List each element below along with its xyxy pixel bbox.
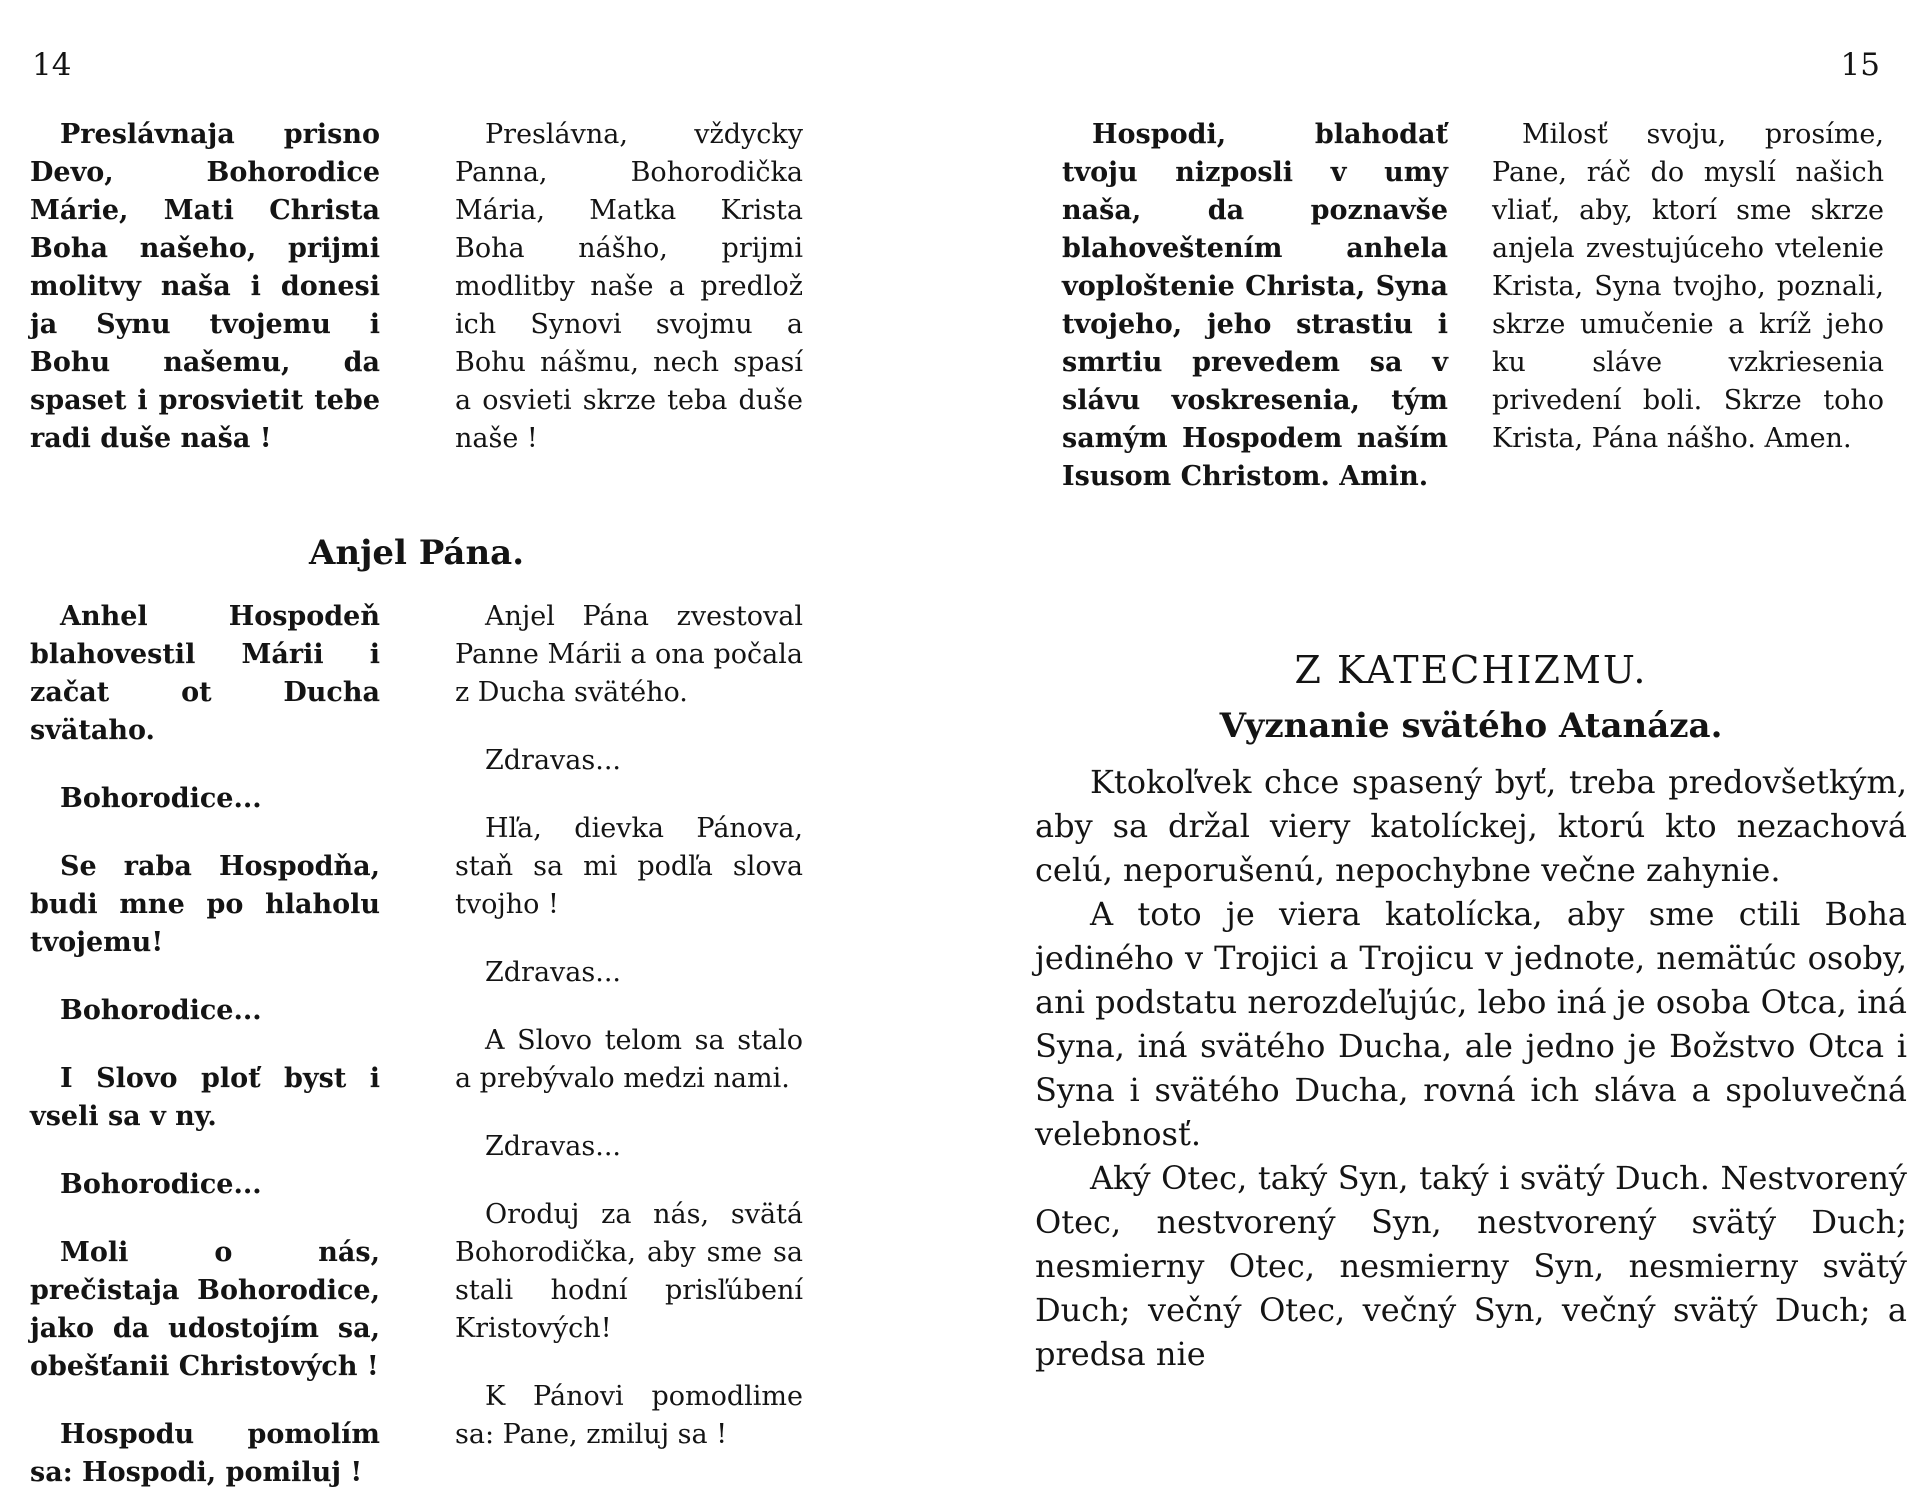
angelus-verse-slavonic: Se raba Hospodňa, budi mne po hlaholu tvojemu!: [30, 851, 380, 958]
intro-prayer-slovak: Preslávna, vždycky Panna, Bohorodička Mária, Matka Krista Boha nášho, prijmi modlitby naše a predlož ich Synovi svojmu a Bohu nášmu, nech spasí a osvieti skrze teba duše naše !: [455, 119, 803, 454]
angelus-slovak-column: [455, 598, 803, 1454]
intro-prayer-slovak-column: [455, 116, 803, 458]
angelus-verse-slavonic: Bohorodice...: [60, 1169, 262, 1200]
angelus-verse-slavonic: I Slovo ploť byst i vseli sa v ny.: [30, 1063, 380, 1132]
angelus-verse-slovak: K Pánovi pomodlime sa: Pane, zmiluj sa !: [455, 1381, 803, 1450]
angelus-verse-slovak: Oroduj za nás, svätá Bohorodička, aby sme sa stali hodní prisľúbení Kristových!: [455, 1199, 803, 1344]
angelus-verse-slovak: A Slovo telom sa stalo a prebývalo medzi nami.: [455, 1025, 803, 1094]
athanasian-creed-subheading: Vyznanie svätého Atanáza.: [1219, 706, 1723, 746]
collect-prayer-slovak: Milosť svoju, prosíme, Pane, ráč do myslí našich vliať, aby, ktorí sme skrze anjela zvestujúceho vtelenie Krista, Syna tvojho, poznali, skrze umučenie a kríž jeho ku sláve vzkriesenia privedení boli. Skrze toho Krista, Pána nášho. Amen.: [1492, 119, 1884, 454]
catechism-body: [1035, 760, 1907, 1376]
angelus-verse-slovak: Hľa, dievka Pánova, staň sa mi podľa slova tvojho !: [455, 813, 803, 920]
angelus-verse-slavonic: Bohorodice...: [60, 995, 262, 1026]
collect-prayer-slavonic: Hospodi, blahodať tvoju nizposli v umy naša, da poznavše blahoveštením anhela voploštenie Christa, Syna tvojeho, jeho strastiu i smrtiu prevedem sa v slávu voskresenia, tým samým Hospodem naším Isusom Christom. Amin.: [1062, 119, 1448, 492]
page-number-right: 15: [1840, 47, 1880, 83]
angelus-verse-slavonic: Moli o nás, prečistaja Bohorodice, jako da udostojím sa, obešťanii Christových !: [30, 1237, 380, 1382]
angelus-verse-slovak: Zdravas...: [485, 745, 622, 776]
angelus-verse-slovak: Zdravas...: [485, 957, 622, 988]
angelus-verse-slovak: Zdravas...: [485, 1131, 622, 1162]
angelus-verse-slavonic: Bohorodice...: [60, 783, 262, 814]
intro-prayer-slavonic-column: [30, 116, 380, 458]
catechism-section-heading: Z KATECHIZMU.: [1294, 648, 1648, 692]
angelus-verse-slovak: Anjel Pána zvestoval Panne Márii a ona počala z Ducha svätého.: [455, 601, 803, 708]
collect-prayer-slavonic-column: [1062, 116, 1448, 496]
catechism-paragraph: A toto je viera katolícka, aby sme ctili Boha jediného v Trojici a Trojicu v jednote, nemätúc osoby, ani podstatu nerozdeľujúc, lebo iná je osoba Otca, iná Syna, iná svätého Ducha, ale jedno je Božstvo Otca i Syna i svätého Ducha, rovná ich sláva a spoluvečná velebnosť.: [1035, 895, 1907, 1153]
angelus-verse-slavonic: Anhel Hospodeň blahovestil Márii i začat ot Ducha svätaho.: [30, 601, 380, 746]
page-number-left: 14: [32, 47, 72, 83]
angelus-slavonic-column: [30, 598, 380, 1492]
catechism-paragraph: Aký Otec, taký Syn, taký i svätý Duch. Nestvorený Otec, nestvorený Syn, nestvorený svätý Duch; nesmierny Otec, nesmierny Syn, nesmierny svätý Duch; večný Otec, večný Syn, večný svätý Duch; a predsa nie: [1035, 1159, 1907, 1373]
angelus-verse-slavonic: Hospodu pomolím sa: Hospodi, pomiluj !: [30, 1419, 380, 1488]
intro-prayer-slavonic: Preslávnaja prisno Devo, Bohorodice Márie, Mati Christa Boha našeho, prijmi molitvy naša i donesi ja Synu tvojemu i Bohu našemu, da spaset i prosvietit tebe radi duše naša !: [30, 119, 380, 454]
collect-prayer-slovak-column: [1492, 116, 1884, 458]
catechism-paragraph: Ktokoľvek chce spasený byť, treba predovšetkým, aby sa držal viery katolíckej, ktorú kto nezachová celú, neporušenú, nepochybne večne zahynie.: [1035, 763, 1907, 889]
angelus-heading: Anjel Pána.: [308, 533, 525, 573]
